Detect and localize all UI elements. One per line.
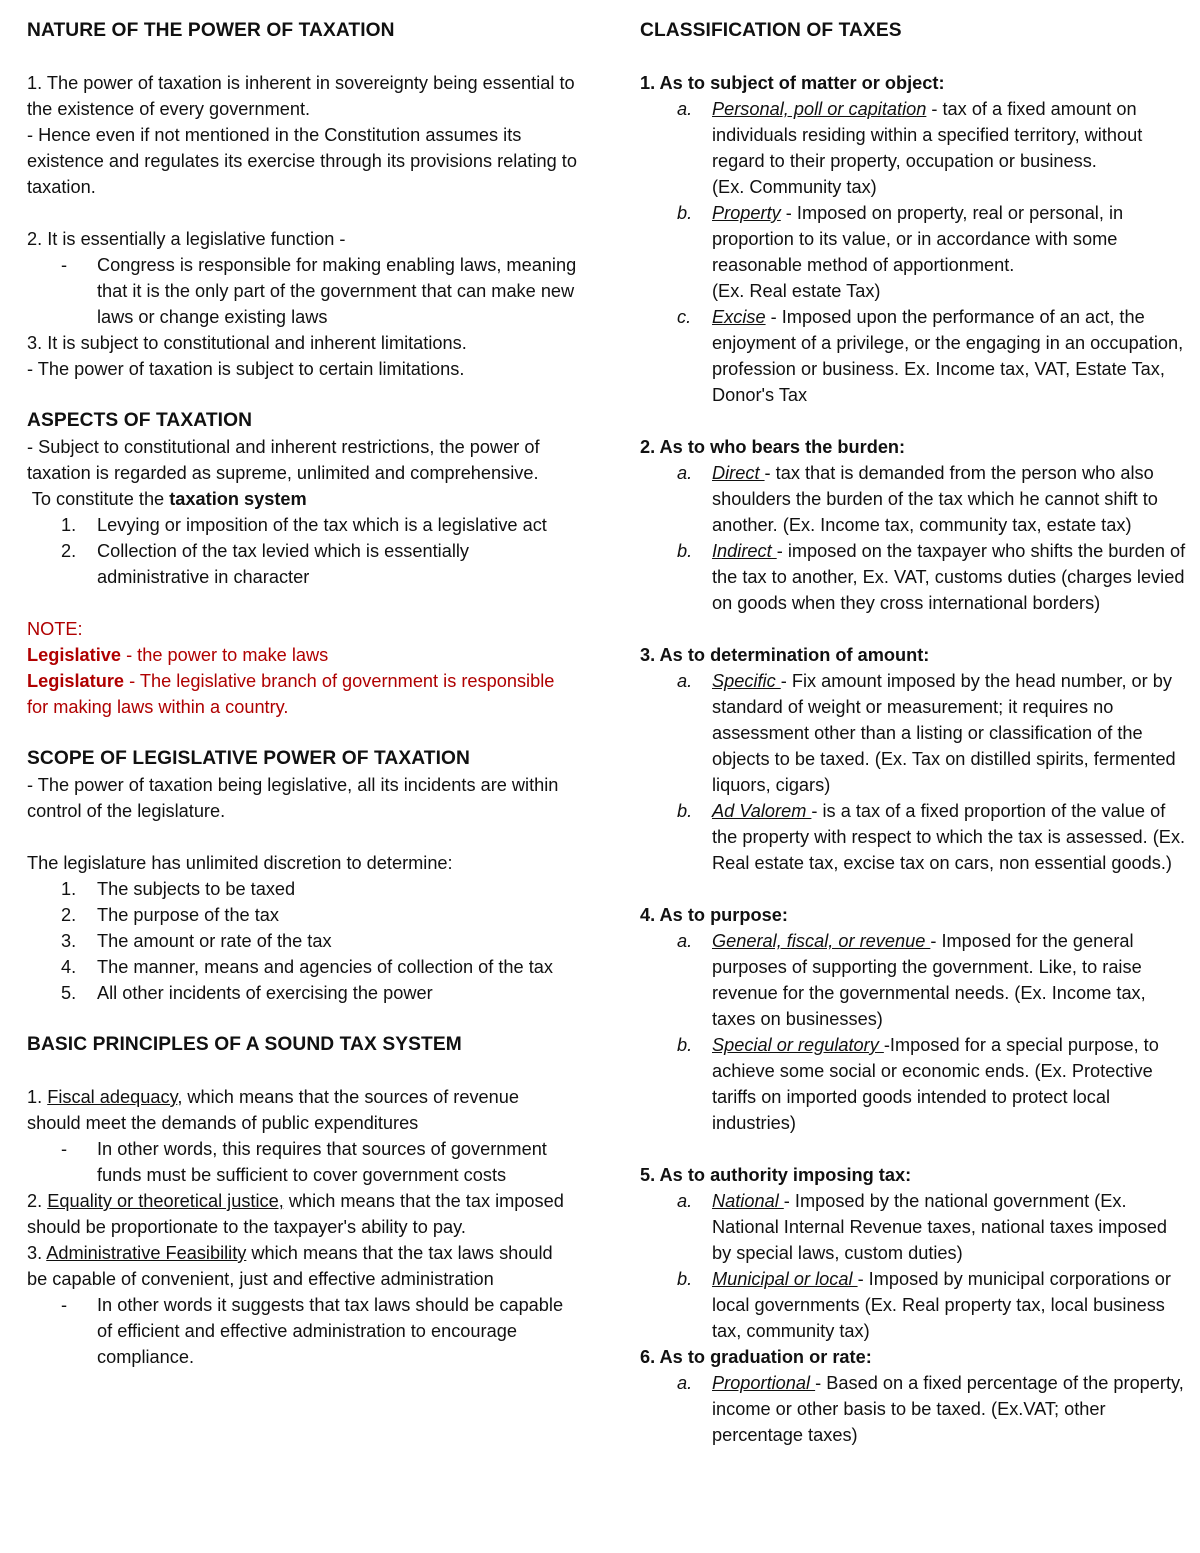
list-item: a. Specific - Fix amount imposed by the head number, or by standard of weight or measurement; it requires no assessment other than a listing or classification of the objects to be taxed. (Ex. Tax on distilled spirits, fermented liquors, cigars) [677,671,1176,795]
nature-point-2-list [27,252,577,330]
list-item: b. Ad Valorem - is a tax of a fixed proportion of the value of the property with respect to which the tax is assessed. (Ex. Real estate tax, excise tax on cars, non essential goods.) [677,801,1186,873]
note-label: NOTE: [27,619,83,639]
principle-3: 3. Administrative Feasibility which means that the tax laws should be capable of convenient, just and effective administration [27,1243,553,1289]
nature-point-3-note: - The power of taxation is subject to certain limitations. [27,359,465,379]
aspects-system-line: To constitute the taxation system [27,489,307,509]
aspects-list [27,512,577,590]
class-heading-burden: 2. As to who bears the burden: [640,437,906,457]
list-item: - In other words it suggests that tax laws should be capable of efficient and effective administration to encourage compliance. [61,1295,564,1367]
list-item: b. Municipal or local - Imposed by municipal corporations or local governments (Ex. Real property tax, local business tax, community tax) [677,1269,1171,1341]
list-item: c. Excise - Imposed upon the performance of an act, the enjoyment of a privilege, or the engaging in an occupation, profession or business. Ex. Income tax, VAT, Estate Tax, Donor's Tax [677,307,1184,405]
list-item: 2. Collection of the tax levied which is essentially administrative in character [61,541,470,587]
right-column [640,18,1188,1448]
list-item: a. General, fiscal, or revenue - Imposed for the general purposes of supporting the government. Like, to raise revenue for the governmental needs. (Ex. Income tax, taxes on businesses) [677,931,1146,1029]
list-item: a. Personal, poll or capitation - tax of a fixed amount on individuals residing within a specified territory, without regard to their property, occupation or business. (Ex. Community tax) [677,99,1143,197]
scope-intro: - The power of taxation being legislative, all its incidents are within control of the legislature. [27,775,559,821]
list-item: a. Proportional - Based on a fixed percentage of the property, income or other basis to be taxed. (Ex.VAT; other percentage taxes) [677,1373,1184,1445]
principle-3-list [27,1292,577,1370]
list-item: a. National - Imposed by the national government (Ex. National Internal Revenue taxes, national taxes imposed by special laws, custom duties) [677,1191,1167,1263]
list-item: 4. The manner, means and agencies of collection of the tax [61,957,553,977]
list-item: 5. All other incidents of exercising the power [61,983,433,1003]
list-item: - In other words, this requires that sources of government funds must be sufficient to cover government costs [61,1139,547,1185]
aspects-intro: - Subject to constitutional and inherent restrictions, the power of taxation is regarded as supreme, unlimited and comprehensive. [27,437,540,483]
class-heading-rate: 6. As to graduation or rate: [640,1347,872,1367]
list-item: b. Property - Imposed on property, real or personal, in proportion to its value, or in accordance with some reasonable method of apportionment. (Ex. Real estate Tax) [677,203,1124,301]
scope-discretion: The legislature has unlimited discretion to determine: [27,853,453,873]
principle-2: 2. Equality or theoretical justice, which means that the tax imposed should be proportionate to the taxpayer's ability to pay. [27,1191,564,1237]
nature-title: NATURE OF THE POWER OF TAXATION [27,20,395,41]
list-item: - Congress is responsible for making enabling laws, meaning that it is the only part of the government that can make new laws or change existing laws [61,255,577,327]
list-item: 1. The subjects to be taxed [61,879,296,899]
nature-point-1-note: - Hence even if not mentioned in the Constitution assumes its existence and regulates its exercise through its provisions relating to taxation. [27,125,577,197]
list-item: a. Direct - tax that is demanded from the person who also shoulders the burden of the tax which he cannot shift to another. (Ex. Income tax, community tax, estate tax) [677,463,1158,535]
principle-1-list [27,1136,577,1188]
left-column [27,18,577,1370]
class-heading-amount: 3. As to determination of amount: [640,645,930,665]
list-item: 2. The purpose of the tax [61,905,279,925]
scope-list [27,876,577,1006]
nature-point-1: 1. The power of taxation is inherent in sovereignty being essential to the existence of every government. [27,73,575,119]
note-legislative: Legislative - the power to make laws [27,645,329,665]
list-item: 3. The amount or rate of the tax [61,931,332,951]
class-heading-purpose: 4. As to purpose: [640,905,788,925]
class-heading-subject: 1. As to subject of matter or object: [640,73,945,93]
principles-title: BASIC PRINCIPLES OF A SOUND TAX SYSTEM [27,1034,462,1055]
nature-point-3: 3. It is subject to constitutional and inherent limitations. [27,333,467,353]
list-item: b. Indirect - imposed on the taxpayer who shifts the burden of the tax to another, Ex. VAT, customs duties (charges levied on goods when they cross international borders) [677,541,1186,613]
nature-point-2: 2. It is essentially a legislative function - [27,229,346,249]
scope-title: SCOPE OF LEGISLATIVE POWER OF TAXATION [27,748,470,769]
classification-title: CLASSIFICATION OF TAXES [640,20,902,41]
aspects-title: ASPECTS OF TAXATION [27,410,253,431]
principle-1: 1. Fiscal adequacy, which means that the sources of revenue should meet the demands of public expenditures [27,1087,520,1133]
list-item: 1. Levying or imposition of the tax which is a legislative act [61,515,547,535]
note-block [27,616,577,720]
taxation-system-term: taxation system [169,489,307,509]
list-item: b. Special or regulatory -Imposed for a special purpose, to achieve some social or economic ends. (Ex. Protective tariffs on imported goods intended to protect local industries) [677,1035,1159,1133]
note-legislature: Legislature - The legislative branch of government is responsible for making laws within a country. [27,671,555,717]
class-heading-authority: 5. As to authority imposing tax: [640,1165,912,1185]
